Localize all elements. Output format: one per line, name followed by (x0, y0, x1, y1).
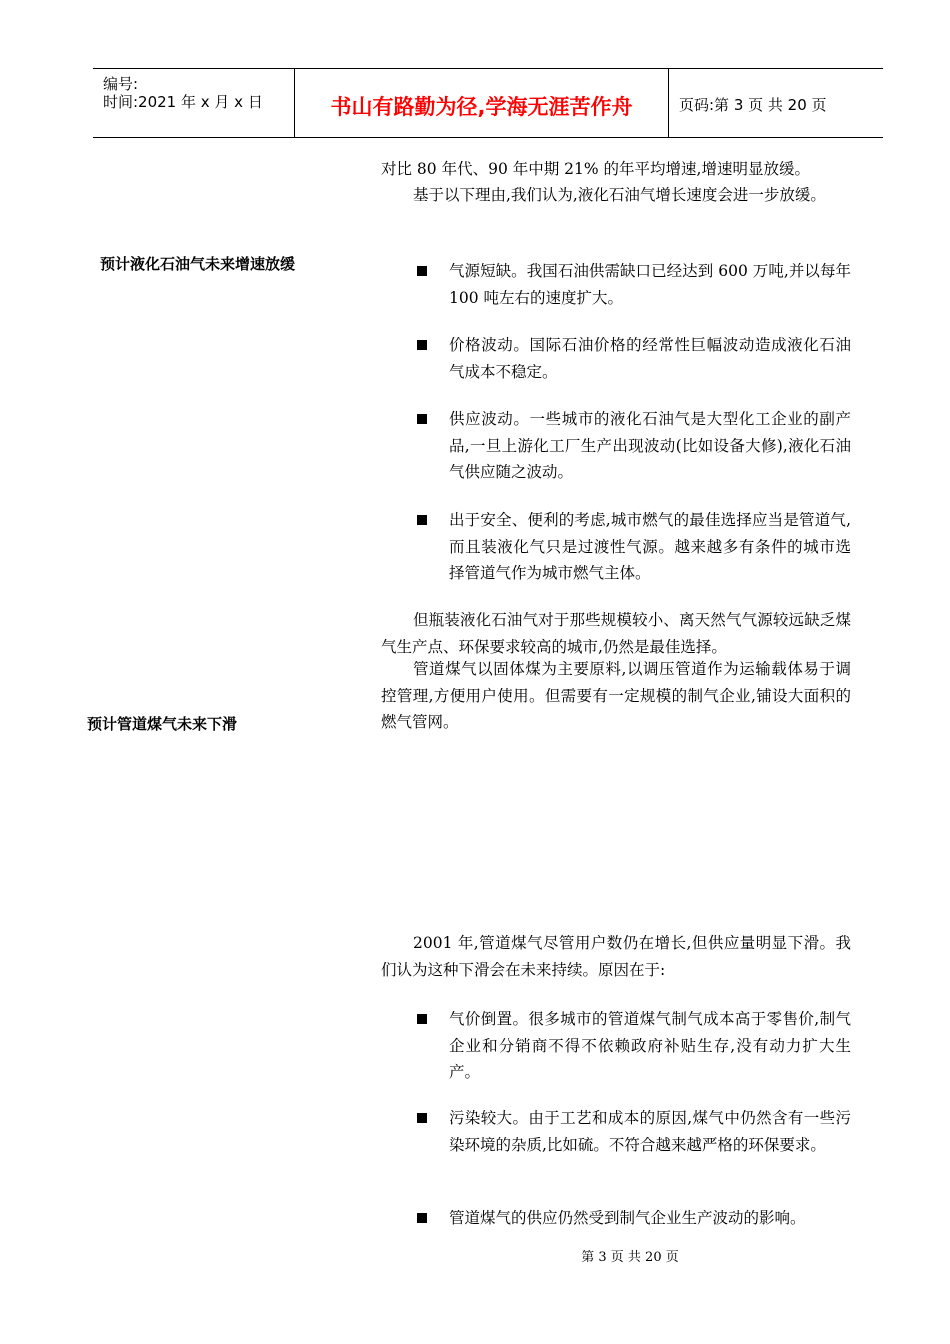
paragraph: 2001 年,管道煤气尽管用户数仍在增长,但供应量明显下滑。我们认为这种下滑会在未来持续。原因在于: (381, 934, 851, 979)
bullet-item (381, 1205, 851, 1232)
bullet-text: 出于安全、便利的考虑,城市燃气的最佳选择应当是管道气,而且装液化气只是过渡性气源。越来越多有条件的城市选择管道气作为城市燃气主体。 (449, 511, 851, 582)
square-bullet-icon (417, 1014, 427, 1024)
bullet-text: 气源短缺。我国石油供需缺口已经达到 600 万吨,并以每年 100 吨左右的速度扩大。 (449, 262, 851, 307)
square-bullet-icon (417, 1213, 427, 1223)
bullet-text: 价格波动。国际石油价格的经常性巨幅波动造成液化石油气成本不稳定。 (449, 336, 851, 381)
sidebar-heading-pipeline-gas: 预计管道煤气未来下滑 (87, 715, 238, 733)
bullet-item (381, 406, 851, 486)
page-footer (0, 1246, 950, 1265)
header-page-label: 页码:第 3 页 共 20 页 (679, 96, 827, 114)
square-bullet-icon (417, 266, 427, 276)
square-bullet-icon (417, 1113, 427, 1123)
square-bullet-icon (417, 515, 427, 525)
bullet-text: 污染较大。由于工艺和成本的原因,煤气中仍然含有一些污染环境的杂质,比如硫。不符合越来越严格的环保要求。 (449, 1109, 851, 1154)
bullet-item (381, 258, 851, 311)
square-bullet-icon (417, 340, 427, 350)
bullet-text: 管道煤气的供应仍然受到制气企业生产波动的影响。 (449, 1209, 806, 1227)
sidebar-heading-lpg: 预计液化石油气未来增速放缓 (100, 255, 296, 273)
bullet-item (381, 332, 851, 385)
square-bullet-icon (417, 414, 427, 424)
footer-page-number: 第 3 页 共 20 页 (581, 1250, 679, 1265)
paragraph: 管道煤气以固体煤为主要原料,以调压管道作为运输载体易于调控管理,方便用户使用。但需要有一定规模的制气企业,铺设大面积的燃气管网。 (381, 660, 851, 731)
header-motto: 书山有路勤为径,学海无涯苦作舟 (330, 95, 633, 119)
bullet-text: 供应波动。一些城市的液化石油气是大型化工企业的副产品,一旦上游化工厂生产出现波动(比如设备大修),液化石油气供应随之波动。 (449, 410, 851, 481)
bullet-item (381, 1006, 851, 1086)
page-header (93, 68, 883, 138)
paragraph: 基于以下理由,我们认为,液化石油气增长速度会进一步放缓。 (413, 186, 826, 204)
bullet-text: 气价倒置。很多城市的管道煤气制气成本高于零售价,制气企业和分销商不得不依赖政府补贴生存,没有动力扩大生产。 (449, 1010, 851, 1081)
paragraph: 但瓶装液化石油气对于那些规模较小、离天然气气源较远缺乏煤气生产点、环保要求较高的城市,仍然是最佳选择。 (381, 611, 851, 656)
document-number-label: 编号: (103, 75, 139, 93)
header-left-cell (93, 69, 293, 137)
bullet-item (381, 507, 851, 587)
document-time-label: 时间:2021 年 x 月 x 日 (103, 93, 263, 111)
bullet-item (381, 1105, 851, 1158)
paragraph: 对比 80 年代、90 年中期 21% 的年平均增速,增速明显放缓。 (381, 160, 810, 178)
header-mid-cell (294, 69, 669, 137)
header-right-cell (669, 69, 883, 137)
